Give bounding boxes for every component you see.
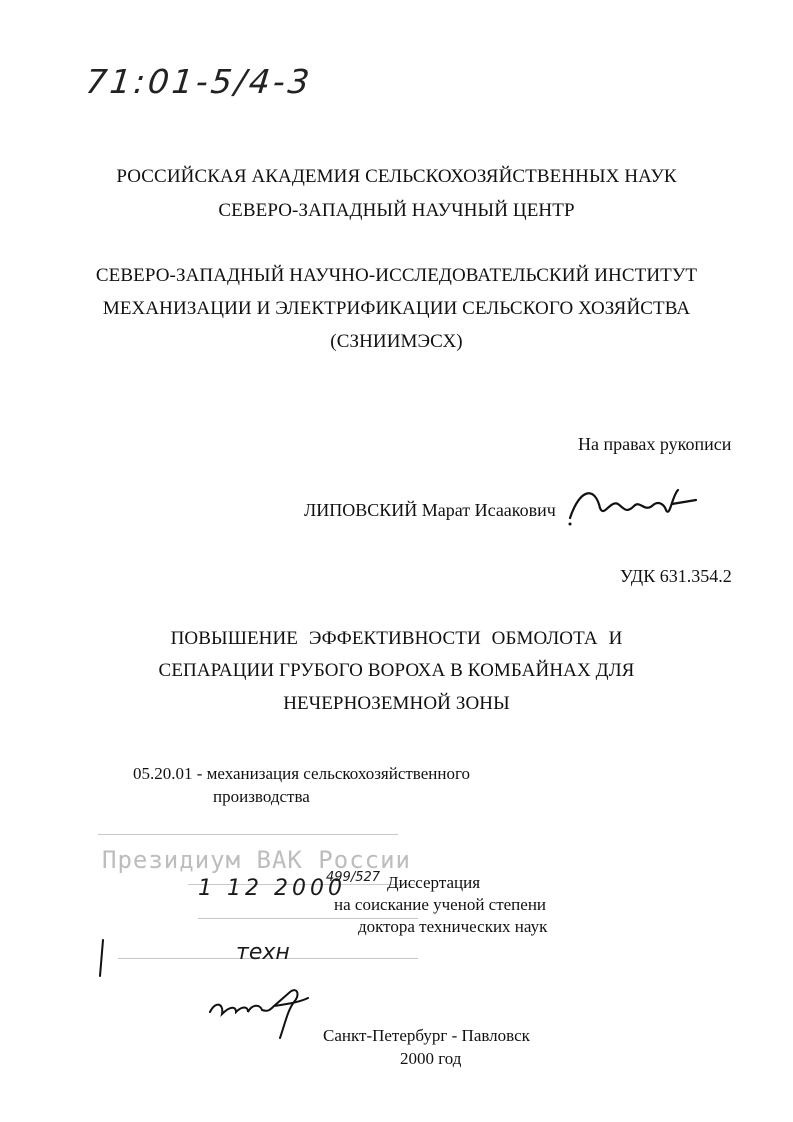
handwritten-resolution: техн bbox=[236, 940, 290, 965]
stamp-header: Президиум ВАК России bbox=[102, 846, 411, 874]
handwritten-stamp-date: 1 12 2000 bbox=[198, 876, 346, 901]
degree-line-2: на соискание ученой степени bbox=[334, 895, 547, 914]
author-name: ЛИПОВСКИЙ Марат Исаакович bbox=[304, 500, 556, 520]
degree-line-1: Диссертация bbox=[387, 873, 481, 892]
udk-code: УДК 631.354.2 bbox=[620, 566, 732, 586]
degree-line-3: доктора технических наук bbox=[358, 917, 548, 936]
handwritten-call-number: 71:01-5/4-3 bbox=[83, 62, 315, 101]
handwritten-tick-mark bbox=[95, 938, 109, 978]
institute-line-1: СЕВЕРО-ЗАПАДНЫЙ НАУЧНО-ИССЛЕДОВАТЕЛЬСКИЙ ИНСТИТУТ bbox=[95, 265, 698, 286]
place: Санкт-Петербург - Павловск bbox=[323, 1026, 530, 1045]
institute-line-2: МЕХАНИЗАЦИИ И ЭЛЕКТРИФИКАЦИИ СЕЛЬСКОГО ХОЗЯЙСТВА bbox=[102, 298, 691, 319]
specialty-line-2: производства bbox=[213, 787, 310, 806]
org-line-1: РОССИЙСКАЯ АКАДЕМИЯ СЕЛЬСКОХОЗЯЙСТВЕННЫХ НАУК bbox=[116, 166, 677, 187]
title-line-1: ПОВЫШЕНИЕ ЭФФЕКТИВНОСТИ ОБМОЛОТА И bbox=[170, 628, 623, 649]
title-line-2: СЕПАРАЦИИ ГРУБОГО ВОРОХА В КОМБАЙНАХ ДЛЯ bbox=[158, 660, 635, 681]
specialty-line-1: 05.20.01 - механизация сельскохозяйственного bbox=[133, 764, 471, 783]
org-line-2: СЕВЕРО-ЗАПАДНЫЙ НАУЧНЫЙ ЦЕНТР bbox=[218, 200, 575, 221]
handwritten-bottom-signature bbox=[204, 982, 314, 1044]
title-line-3: НЕЧЕРНОЗЕМНОЙ ЗОНЫ bbox=[283, 693, 510, 714]
handwritten-stamp-number: 499/527 bbox=[326, 870, 381, 885]
year: 2000 год bbox=[400, 1049, 462, 1068]
manuscript-note: На правах рукописи bbox=[578, 434, 732, 454]
author-signature bbox=[560, 478, 710, 528]
institute-abbreviation: (СЗНИИМЭСХ) bbox=[330, 331, 463, 352]
